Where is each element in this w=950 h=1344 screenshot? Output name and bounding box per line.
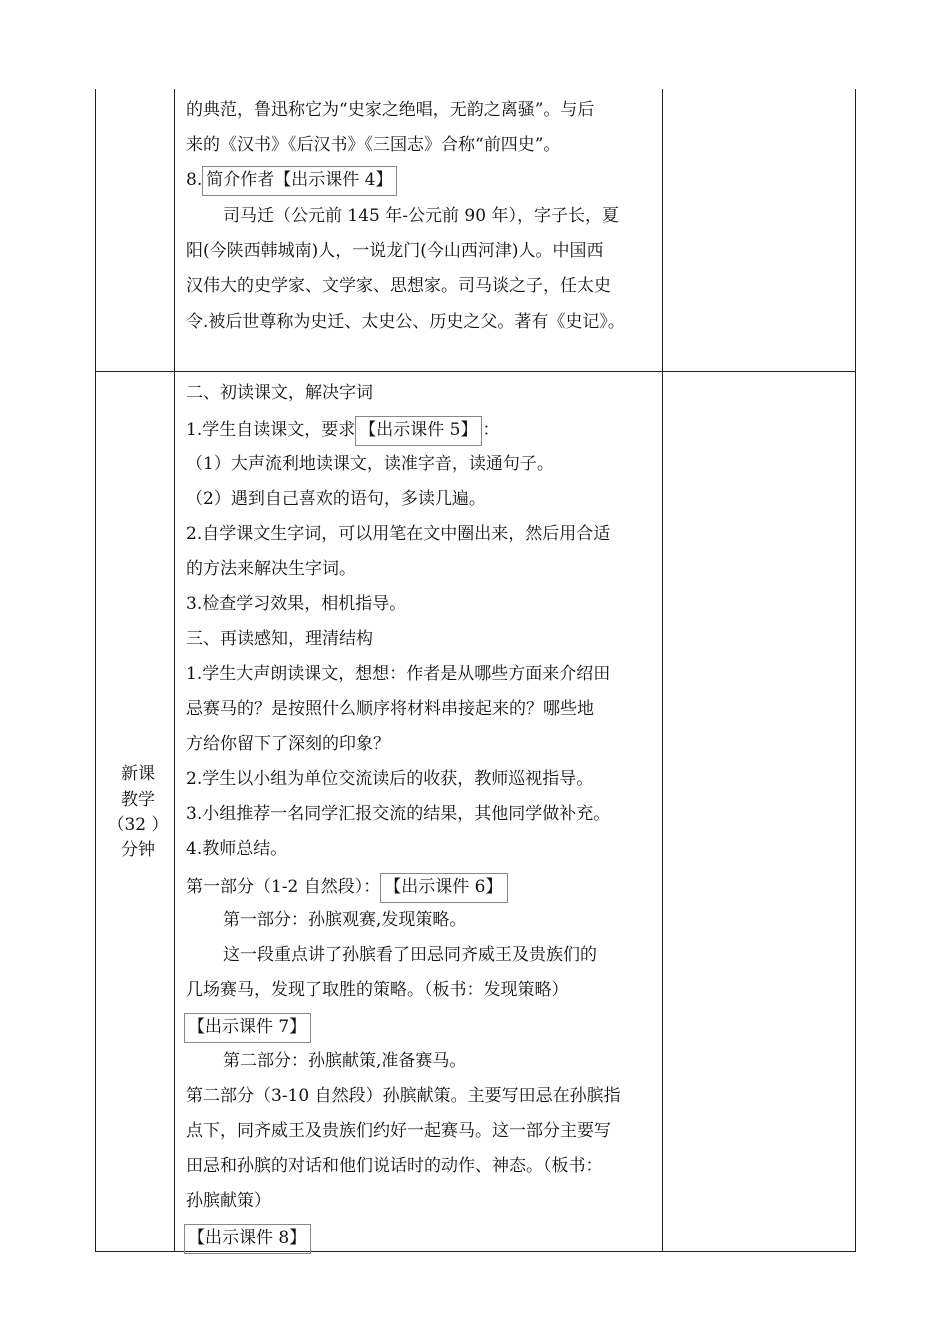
s3-item-4: 4.教师总结。 bbox=[186, 839, 288, 859]
courseware-line-8 bbox=[184, 1224, 311, 1254]
author-intro-line: 司马迁（公元前 145 年-公元前 90 年），字子长，夏 bbox=[223, 206, 619, 226]
s3-item-2: 2.学生以小组为单位交流读后的收获，教师巡视指导。 bbox=[186, 769, 594, 789]
author-intro-line: 令.被后世尊称为史迁、太史公、历史之父。著有《史记》。 bbox=[186, 312, 625, 332]
table-divider-label bbox=[174, 89, 175, 1252]
courseware-box-5: 【出示课件 5】 bbox=[355, 416, 482, 446]
author-intro-line: 阳(今陕西韩城南)人，一说龙门(今山西河津)人。中国西 bbox=[186, 241, 604, 261]
part-2-desc-line: 第二部分（3-10 自然段）孙膑献策。主要写田忌在孙膑指 bbox=[186, 1086, 621, 1106]
s2-requirement-2: （2）遇到自己喜欢的语句，多读几遍。 bbox=[186, 489, 486, 509]
s2-item-1-text: 1.学生自读课文，要求 bbox=[186, 420, 356, 440]
s3-item-1-line: 忌赛马的？是按照什么顺序将材料串接起来的？哪些地 bbox=[186, 699, 594, 719]
s2-item-1-suffix: ： bbox=[482, 420, 500, 440]
stage-label-line: 分钟 bbox=[121, 840, 155, 860]
part-1-heading bbox=[186, 873, 508, 903]
s2-item-2-line: 的方法来解决生字词。 bbox=[186, 559, 356, 579]
section-3-title: 三、再读感知，理清结构 bbox=[186, 629, 373, 649]
part-2-desc-line: 田忌和孙膑的对话和他们说话时的动作、神态。（板书： bbox=[186, 1156, 603, 1176]
s3-item-3: 3.小组推荐一名同学汇报交流的结果，其他同学做补充。 bbox=[186, 804, 611, 824]
section-2-title: 二、初读课文，解决字词 bbox=[186, 383, 373, 403]
part-1-desc-line: 几场赛马，发现了取胜的策略。（板书：发现策略） bbox=[186, 980, 569, 1000]
stage-label-line: （32 ） bbox=[107, 815, 169, 835]
part-1-prefix: 第一部分（1-2 自然段）： bbox=[186, 877, 381, 897]
s2-item-2-line: 2.自学课文生字词，可以用笔在文中圈出来，然后用合适 bbox=[186, 524, 611, 544]
text-line: 的典范，鲁迅称它为“史家之绝唱，无韵之离骚”。与后 bbox=[186, 100, 595, 120]
stage-label-line: 教学 bbox=[121, 790, 155, 810]
part-2-title: 第二部分：孙膑献策,准备赛马。 bbox=[223, 1051, 467, 1071]
courseware-box-8: 【出示课件 8】 bbox=[184, 1224, 311, 1254]
part-2-desc-line: 点下，同齐威王及贵族们约好一起赛马。这一部分主要写 bbox=[186, 1121, 611, 1141]
s3-item-1-line: 方给你留下了深刻的印象？ bbox=[186, 734, 390, 754]
text-line: 来的《汉书》《后汉书》《三国志》合称“前四史”。 bbox=[186, 135, 561, 155]
row-divider bbox=[95, 371, 856, 372]
table-border-left bbox=[95, 89, 96, 1252]
s2-item-3: 3.检查学习效果，相机指导。 bbox=[186, 594, 407, 614]
stage-label-line: 新课 bbox=[121, 764, 155, 784]
s2-item-1 bbox=[186, 416, 499, 446]
table-divider-content bbox=[662, 89, 663, 1252]
s3-item-1-line: 1.学生大声朗读课文，想想：作者是从哪些方面来介绍田 bbox=[186, 664, 611, 684]
courseware-box-7: 【出示课件 7】 bbox=[184, 1013, 311, 1043]
table-border-right bbox=[855, 89, 856, 1252]
item-8-prefix: 8. bbox=[186, 170, 203, 190]
part-2-desc-line: 孙膑献策） bbox=[186, 1191, 271, 1211]
s2-requirement-1: （1）大声流利地读课文，读准字音，读通句子。 bbox=[186, 454, 554, 474]
courseware-box-6: 【出示课件 6】 bbox=[380, 873, 507, 903]
part-1-desc-line: 这一段重点讲了孙膑看了田忌同齐威王及贵族们的 bbox=[223, 945, 597, 965]
item-8 bbox=[186, 166, 397, 196]
courseware-box-4: 简介作者【出示课件 4】 bbox=[202, 166, 397, 196]
author-intro-line: 汉伟大的史学家、文学家、思想家。司马谈之子，任太史 bbox=[186, 276, 611, 296]
courseware-line-7 bbox=[184, 1013, 311, 1043]
part-1-title: 第一部分：孙膑观赛,发现策略。 bbox=[223, 910, 467, 930]
